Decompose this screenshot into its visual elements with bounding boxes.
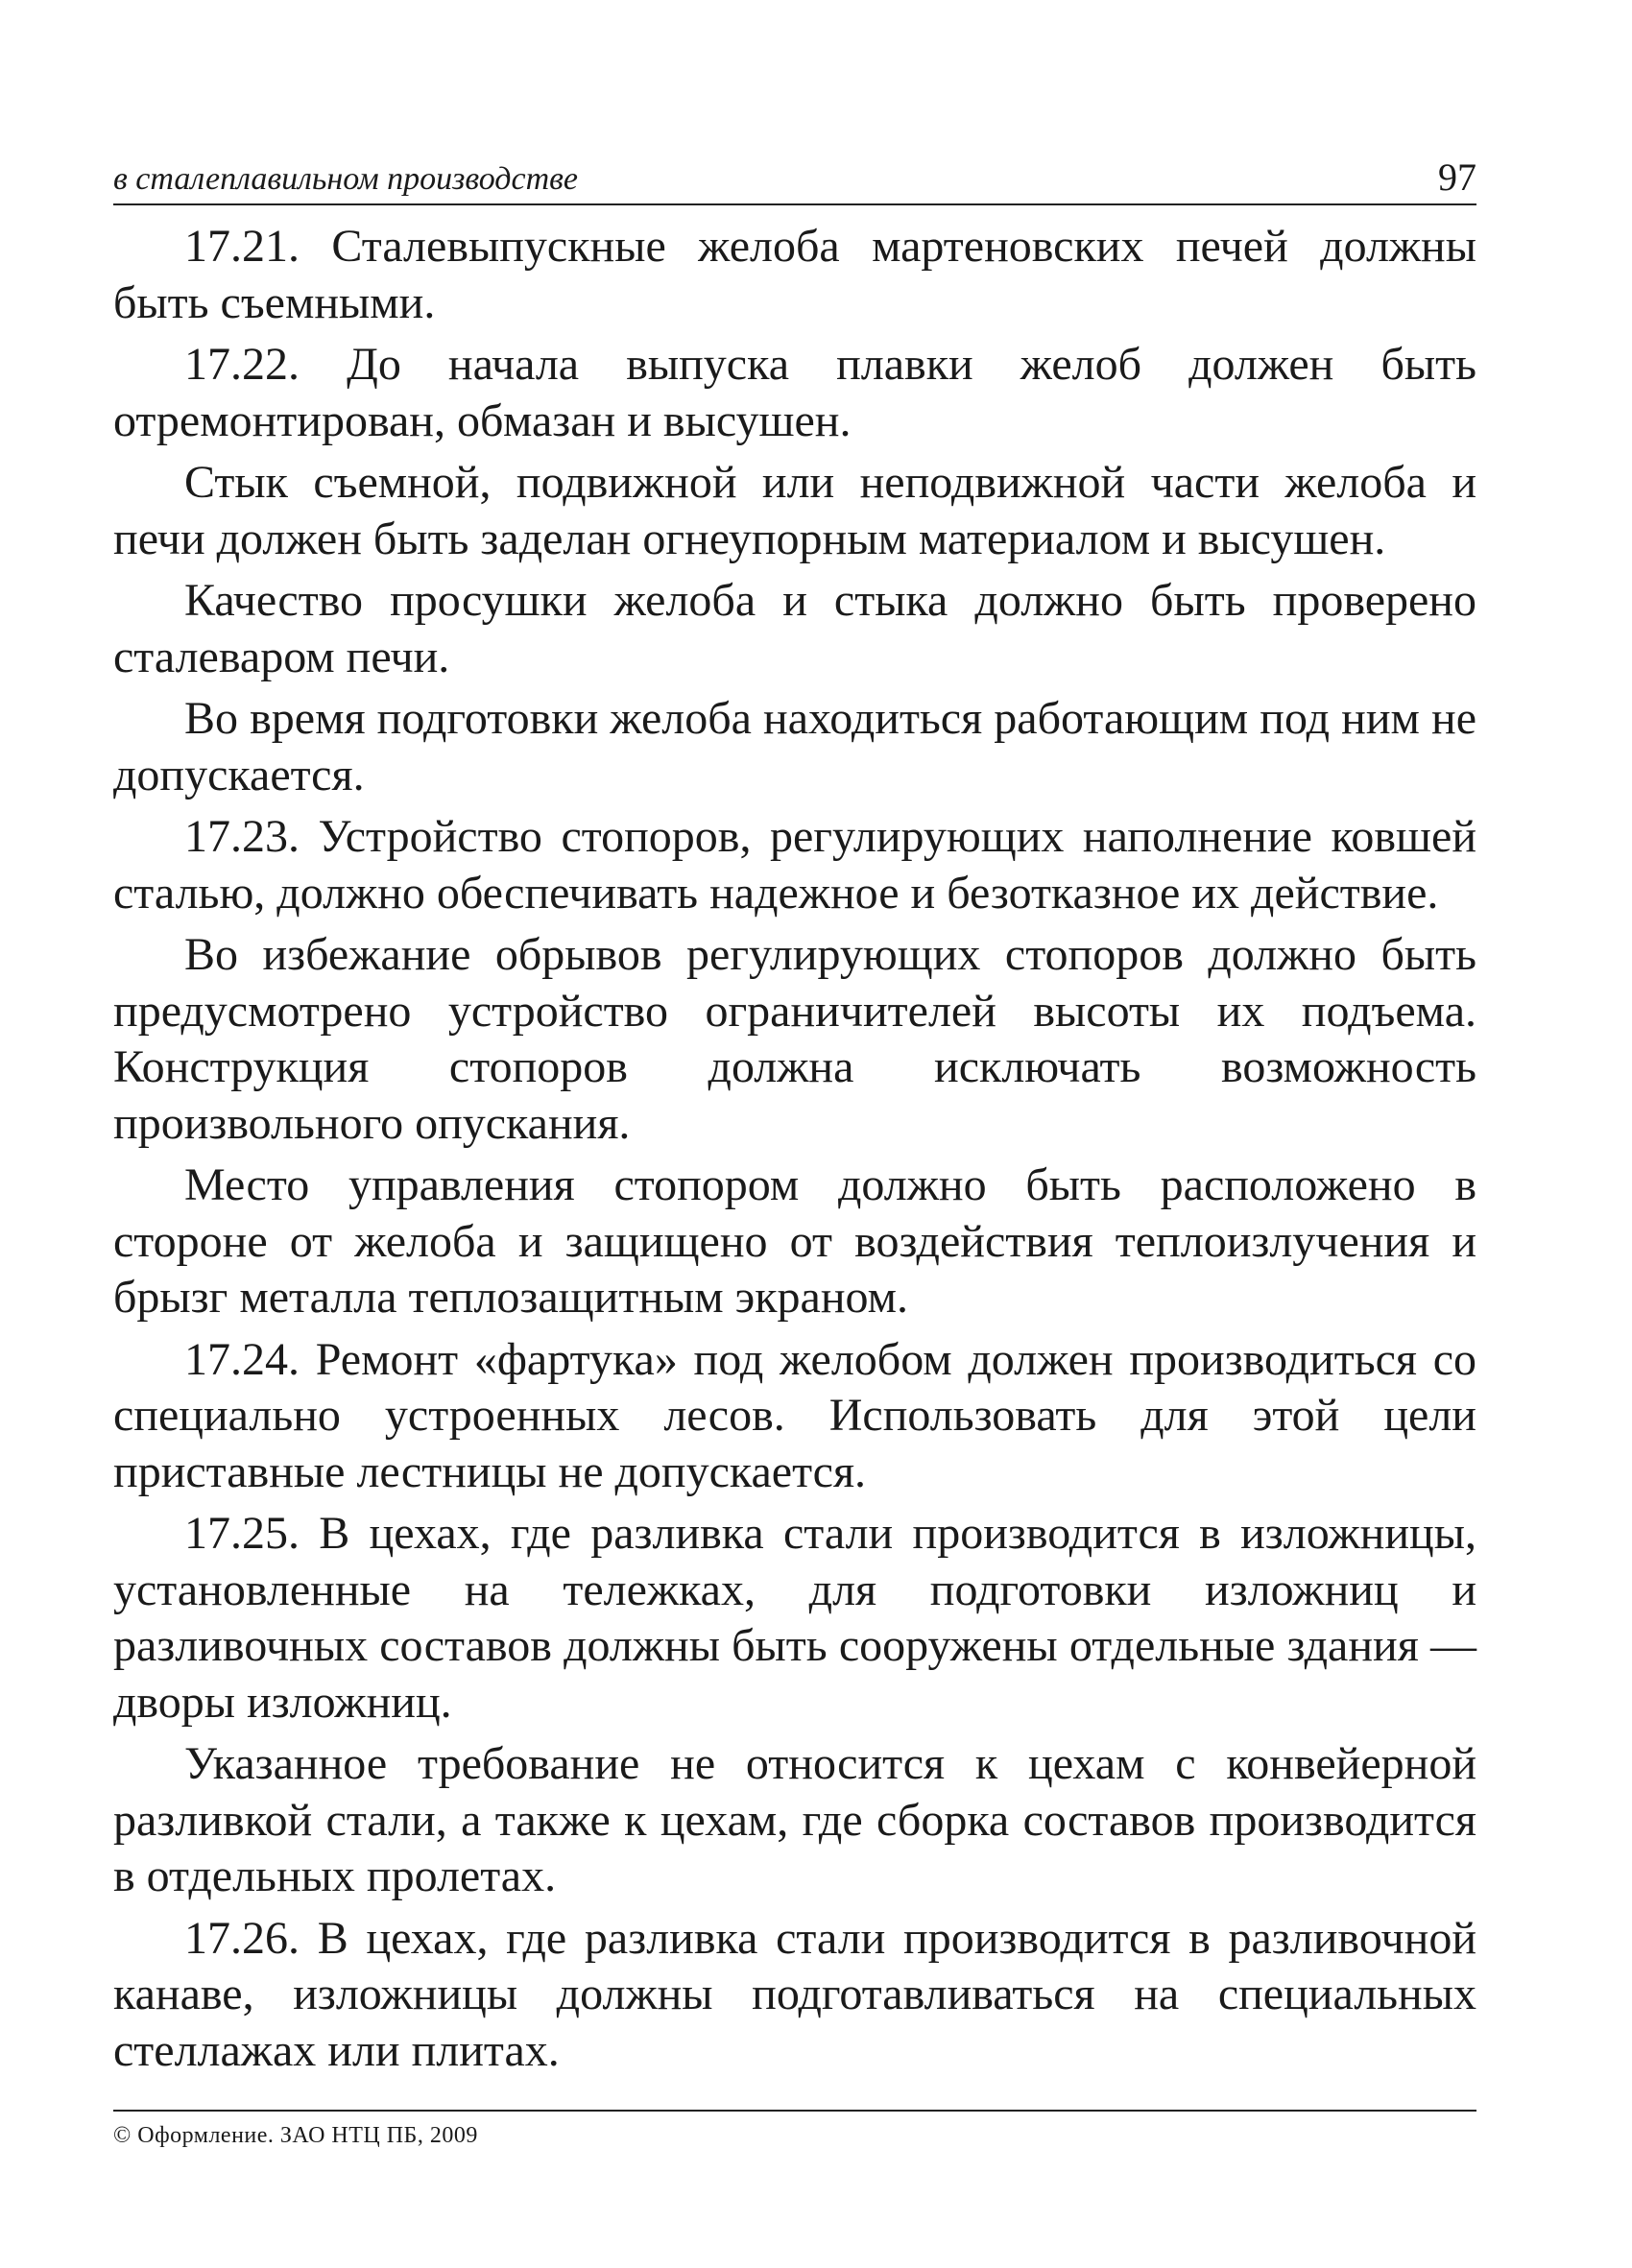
paragraph-17-22: 17.22. До начала выпуска плавки желоб должен быть отремонтирован, обмазан и высушен. [113, 339, 1476, 446]
section-title: в сталеплавильном производстве [113, 161, 578, 197]
paragraph: Место управления стопором должно быть расположено в стороне от желоба и защищено от воздействия теплоизлучения и брызг металла теплозащитным экраном. [113, 1159, 1476, 1323]
paragraph-17-23: 17.23. Устройство стопоров, регулирующих наполнение ковшей сталью, должно обеспечивать надежное и безотказное их действие. [113, 811, 1476, 919]
paragraph: Указанное требование не относится к цехам с конвейерной разливкой стали, а также к цехам, где сборка составов производится в отдельных пролетах. [113, 1738, 1476, 1901]
page-footer [113, 2110, 1476, 2149]
document-page [113, 144, 1476, 2085]
paragraph-17-26: 17.26. В цехах, где разливка стали производится в разливочной канаве, изложницы должны подготавливаться на специальных стеллажах или плитах. [113, 1912, 1476, 2076]
paragraph: Качество просушки желоба и стыка должно быть проверено сталеваром печи. [113, 575, 1476, 682]
paragraph-17-21: 17.21. Сталевыпускные желоба мартеновских печей должны быть съемными. [113, 221, 1476, 328]
running-header [113, 144, 1476, 205]
paragraph: Стык съемной, подвижной или неподвижной части желоба и печи должен быть заделан огнеупорным материалом и высушен. [113, 457, 1476, 564]
body-text [113, 219, 1476, 2079]
page-number: 97 [1438, 155, 1476, 199]
paragraph-17-25: 17.25. В цехах, где разливка стали производится в изложницы, установленные на тележках, для подготовки изложниц и разливочных составов должны быть сооружены отдельные здания — дворы изложниц. [113, 1508, 1476, 1728]
paragraph: Во время подготовки желоба находиться работающим под ним не допускается. [113, 693, 1476, 800]
copyright-notice: © Оформление. ЗАО НТЦ ПБ, 2009 [113, 2123, 478, 2148]
paragraph-17-24: 17.24. Ремонт «фартука» под желобом должен производиться со специально устроенных лесов. Использовать для этой цели приставные лестницы не допускается. [113, 1333, 1476, 1497]
paragraph: Во избежание обрывов регулирующих стопоров должно быть предусмотрено устройство ограничителей высоты их подъема. Конструкция стопоров должна исключать возможность произвольного опускания. [113, 929, 1476, 1149]
